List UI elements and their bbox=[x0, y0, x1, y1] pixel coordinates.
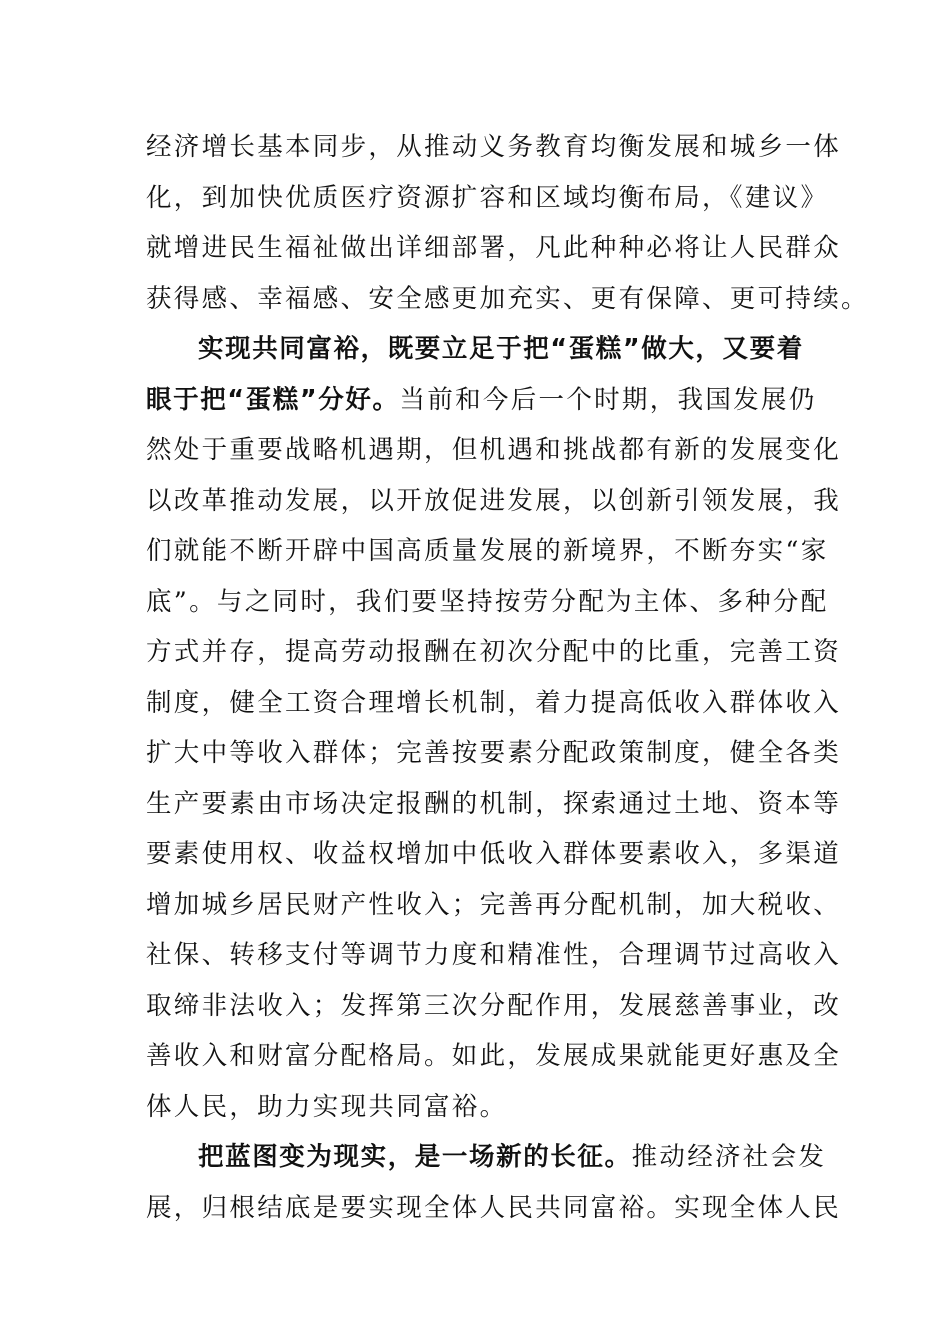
text-line: 以改革推动发展，以开放促进发展，以创新引领发展，我 bbox=[146, 485, 842, 516]
text-line: 增加城乡居民财产性收入；完善再分配机制，加大税收、 bbox=[146, 889, 842, 920]
text-line: 体人民，助力实现共同富裕。 bbox=[146, 1091, 508, 1122]
text-line: 取缔非法收入；发挥第三次分配作用，发展慈善事业，改 bbox=[146, 990, 842, 1021]
document-body bbox=[146, 122, 869, 1233]
text-line: 获得感、幸福感、安全感更加充实、更有保障、更可持续。 bbox=[146, 283, 869, 314]
text-line: 化，到加快优质医疗资源扩容和区域均衡布局，《建议》 bbox=[146, 182, 829, 213]
text-line: 社保、转移支付等调节力度和精准性，合理调节过高收入 bbox=[146, 940, 842, 970]
text-line: 生产要素由市场决定报酬的机制，探索通过土地、资本等 bbox=[146, 788, 842, 819]
paragraph-lead-heading: 实现共同富裕，既要立足于把“蛋糕”做大，又要着 bbox=[198, 334, 804, 364]
paragraph-lead-heading-continued: 眼于把“蛋糕”分好。 bbox=[146, 384, 400, 415]
text-line-rest: 推动经济社会发 bbox=[631, 1142, 827, 1172]
text-line: 要素使用权、收益权增加中低收入群体要素收入，多渠道 bbox=[146, 839, 842, 869]
text-line-rest: 当前和今后一个时期，我国发展仍 bbox=[399, 384, 817, 415]
text-line: 底”。与之同时，我们要坚持按劳分配为主体、多种分配 bbox=[146, 586, 829, 617]
paragraph-3 bbox=[146, 1132, 842, 1233]
text-line: 经济增长基本同步，从推动义务教育均衡发展和城乡一体 bbox=[146, 132, 842, 162]
paragraph-1 bbox=[146, 122, 869, 324]
text-line: 展，归根结底是要实现全体人民共同富裕。实现全体人民 bbox=[146, 1192, 842, 1223]
text-line bbox=[146, 1132, 827, 1183]
text-line: 制度，健全工资合理增长机制，着力提高低收入群体收入 bbox=[146, 687, 842, 718]
text-line: 然处于重要战略机遇期，但机遇和挑战都有新的发展变化 bbox=[146, 435, 842, 465]
text-line: 们就能不断开辟中国高质量发展的新境界，不断夯实“家 bbox=[146, 536, 829, 566]
text-line: 就增进民生福祉做出详细部署，凡此种种必将让人民群众 bbox=[146, 233, 842, 263]
text-line: 善收入和财富分配格局。如此，发展成果就能更好惠及全 bbox=[146, 1041, 842, 1071]
text-line: 扩大中等收入群体；完善按要素分配政策制度，健全各类 bbox=[146, 738, 842, 768]
text-line: 方式并存，提高劳动报酬在初次分配中的比重，完善工资 bbox=[146, 637, 842, 667]
text-line bbox=[146, 375, 817, 426]
paragraph-lead-heading: 把蓝图变为现实，是一场新的长征。 bbox=[198, 1142, 632, 1172]
paragraph-2 bbox=[146, 324, 842, 1132]
